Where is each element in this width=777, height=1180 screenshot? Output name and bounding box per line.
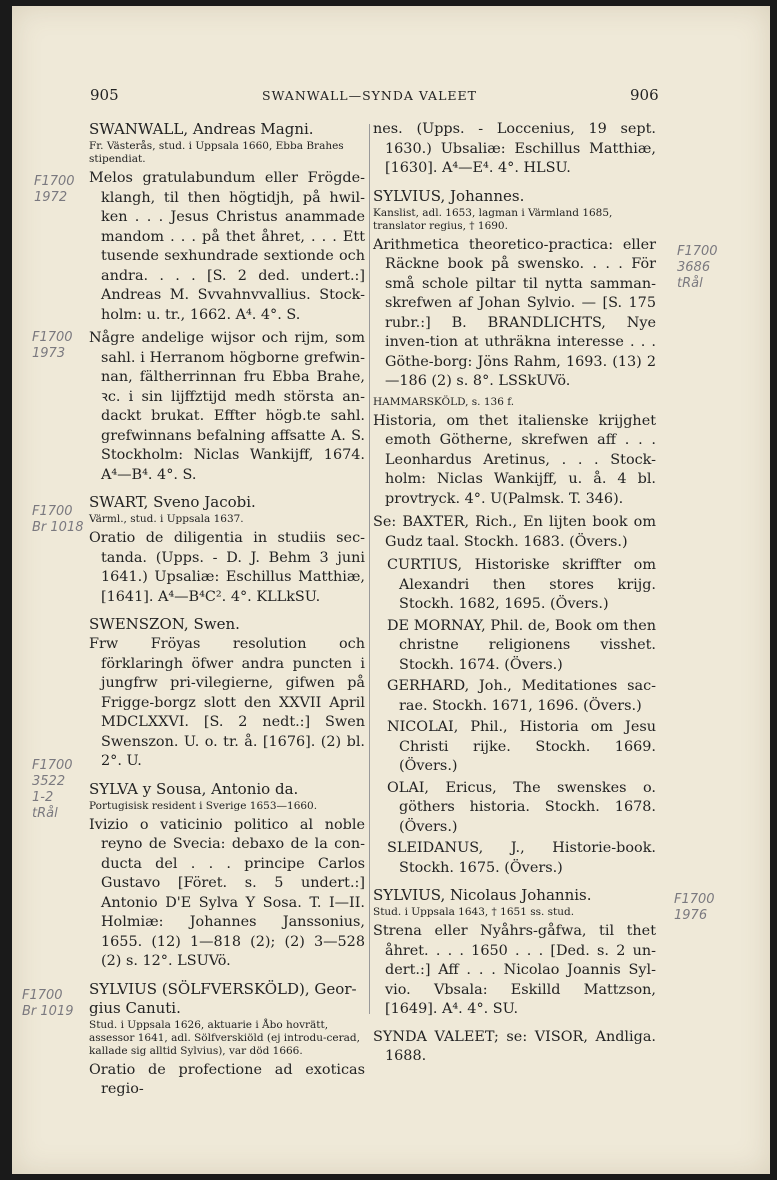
entry-work: Någre andelige wijsor och rijm, som sahl. i Herranom högborne grefwin-nan, fältherrinnan fru Ebba Brahe, ꝛc. i sin lijffztijd medh största an-dackt brukat. Effter högb.te sahl. grefwinnans befalning affsatte A. S. Stockholm: Niclas Wankijff, 1674. A⁴—B⁴. 4°. S. <box>89 330 365 483</box>
right-column <box>373 120 656 1075</box>
entry-work: Arithmetica theoretico-practica: eller Räckne book på swensko. . . . För små schole piltar til nytta samman-skrefwen af Johan Sylvio. — [S. 175 rubr.:] B. BRANDLICHTS, Nye inven-tion at uthräkna interesse . . . Göthe-borg: Jöns Rahm, 1693. (13) 2—186 (2) s. 8°. LSSkUVö. <box>373 236 656 389</box>
page-number-right: 906 <box>630 86 659 104</box>
entry-biography: Värml., stud. i Uppsala 1637. <box>89 513 244 525</box>
entry-biography: Portugisisk resident i Sverige 1653—1660. <box>89 799 318 812</box>
entry-swanwall <box>89 120 365 485</box>
entry-heading: SWANWALL, Andreas Magni. <box>89 120 314 138</box>
see-also-item: OLAI, Ericus, The swenskes o. göthers historia. Stockh. 1678. (Övers.) <box>387 779 656 835</box>
entry-heading: SYLVA y Sousa, Antonio da. <box>89 779 299 798</box>
page-header <box>12 86 770 110</box>
entry-heading: SWENSZON, Swen. <box>89 615 240 633</box>
entry-biography: Stud. i Uppsala 1626, aktuarie i Åbo hovrätt, assessor 1641, adl. Sölfverskiöld (ej introdu-cerad, kallade sig alltid Sylvius), var död 1666. <box>89 1018 360 1057</box>
entry-heading: SYLVIUS, Johannes. <box>373 186 525 205</box>
entry-swart <box>89 493 365 607</box>
handwritten-annotation: F1700 1972 <box>34 174 75 205</box>
entry-work: Melos gratulabundum eller Frögde-klangh, til then högtidjh, på hwil-ken . . . Jesus Christus anammade mandom . . . på thet åhret, . . . Ett tusende sexhundrade sextionde och andra. . . . [S. 2 ded. undert.:] Andreas M. Svvahnvvallius. Stock-holm: u. tr., 1662. A⁴. 4°. S. <box>89 170 365 323</box>
handwritten-annotation: F1700 1976 <box>674 892 715 923</box>
see-also-item: GERHARD, Joh., Meditationes sac-rae. Stockh. 1671, 1696. (Övers.) <box>387 678 656 714</box>
handwritten-annotation: F1700 3522 1-2 tRål <box>32 758 73 821</box>
entry-heading: SYLVIUS, Nicolaus Johannis. <box>373 886 592 904</box>
see-also-item: DE MORNAY, Phil. de, Book om then christne religionens visshet. Stockh. 1674. (Övers.) <box>387 617 656 673</box>
book-page <box>12 6 770 1174</box>
entry-reference: HAMMARSKÖLD, s. 136 f. <box>373 395 515 408</box>
entry-work: Frw Fröyas resolution och förklaringh öfwer andra puncten i jungfrw pri-vilegierne, gifwen på Frigge-borgz slott den XXVII April MDCLXXVI. [S. 2 nedt.:] Swen Swenszon. U. o. tr. å. [1676]. (2) bl. 2°. U. <box>89 636 365 769</box>
column-divider <box>369 124 370 1014</box>
entry-work: Strena eller Nyåhrs-gåfwa, til thet åhret. . . . 1650 . . . [Ded. s. 2 un-dert.:] Aff . . . Nicolao Joannis Syl-vio. Vbsala: Eskilld Mattzson, [1649]. A⁴. 4°. SU. <box>373 923 656 1017</box>
entry-work: nes. (Upps. - Loccenius, 19 sept. 1630.) Ubsaliæ: Eschillus Matthiæ, [1630]. A⁴—E⁴. 4°. HLSU. <box>373 121 656 176</box>
page-number-left: 905 <box>90 86 119 104</box>
entry-sylva <box>89 780 365 972</box>
see-also-item: NICOLAI, Phil., Historia om Jesu Christi rijke. Stockh. 1669. (Övers.) <box>387 719 656 774</box>
entry-sylvius-johannes <box>373 187 656 879</box>
see-also: Se: BAXTER, Rich., En lijten book om Gudz taal. Stockh. 1683. (Övers.) <box>373 514 656 550</box>
handwritten-annotation: F1700 1973 <box>32 330 73 361</box>
entry-sylvius-solfverskold <box>89 980 365 1100</box>
see-also-item: CURTIUS, Historiske skriffter om Alexandri then stores krijg. Stockh. 1682, 1695. (Övers.) <box>387 557 656 612</box>
handwritten-annotation: F1700 3686 tRål <box>677 244 718 291</box>
entry-work: Oratio de diligentia in studiis sec-tanda. (Upps. - D. J. Behm 3 juni 1641.) Upsaliæ: Eschillus Matthiæ, [1641]. A⁴—B⁴C². 4°. KLLkSU. <box>89 530 365 605</box>
left-column <box>89 120 365 1108</box>
handwritten-annotation: F1700 Br 1018 <box>32 504 84 535</box>
handwritten-annotation: F1700 Br 1019 <box>22 988 74 1019</box>
entry-work: Oratio de profectione ad exoticas regio- <box>89 1061 365 1097</box>
entry-work: Ivizio o vaticinio politico al noble reyno de Svecia: debaxo de la con-ducta del . . . principe Carlos Gustavo [Föret. s. 5 undert.:] Antonio D'E Sylva Y Sosa. T. I—II. Holmiæ: Johannes Janssonius, 1655. (12) 1—818 (2); (2) 3—528 (2) s. 12°. LSUVö. <box>89 816 365 969</box>
entry-biography: Stud. i Uppsala 1643, † 1651 ss. stud. <box>373 906 575 918</box>
entry-biography: Fr. Västerås, stud. i Uppsala 1660, Ebba Brahes stipendiat. <box>89 140 344 165</box>
entry-continuation <box>373 120 656 179</box>
entry-biography: Kanslist, adl. 1653, lagman i Värmland 1685, translator regius, † 1690. <box>373 206 613 232</box>
entry-heading: SWART, Sveno Jacobi. <box>89 493 256 511</box>
running-title: SWANWALL—SYNDA VALEET <box>262 88 477 103</box>
see-also-item: SLEIDANUS, J., Historie-book. Stockh. 1675. (Övers.) <box>387 840 656 876</box>
entry-swenszon <box>89 615 365 772</box>
cross-reference: SYNDA VALEET; se: VISOR, Andliga. 1688. <box>373 1028 656 1064</box>
entry-work: Historia, om thet italienske krijghet emoth Götherne, skrefwen aff . . . Leonhardus Aretinus, . . . Stock-holm: Niclas Wankijff, u. å. 4 bl. provtryck. 4°. U(Palmsk. T. 346). <box>373 412 656 507</box>
entry-synda-valeet <box>373 1028 656 1067</box>
entry-sylvius-nicolaus <box>373 886 656 1020</box>
entry-heading: SYLVIUS (SÖLFVERSKÖLD), Geor-gius Canuti. <box>89 979 357 1017</box>
